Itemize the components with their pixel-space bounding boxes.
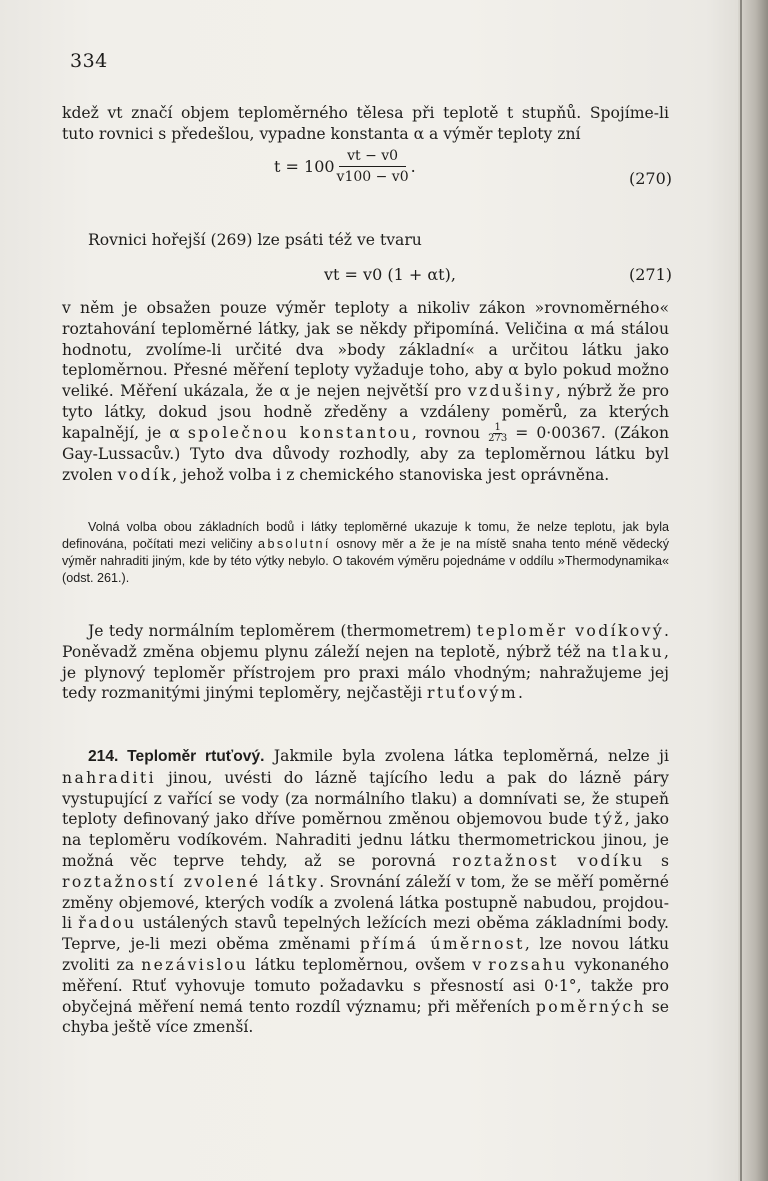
paragraph-text: Rovnici hořejší (269) lze psáti též ve tvaru (88, 231, 422, 249)
fraction-numerator: vt − v0 (339, 148, 406, 167)
formula-expression: vt = v0 (1 + αt), (324, 265, 456, 284)
book-spine-edge (740, 0, 742, 1181)
equation-number: (270) (628, 169, 672, 188)
emphasis-text: přímá úměrnost (359, 935, 525, 954)
fraction-denominator: 273 (488, 433, 508, 445)
text-run: látku teploměrnou, ovšem v (248, 955, 489, 974)
emphasis-text: vzdušiny (467, 382, 556, 401)
text-run: . Srovnání záleží v tom, že se měří poměrné změny objemové, kterých vodík a zvolená látka postupně nabudou, projdou-li (62, 872, 669, 933)
emphasis-text: rtuťovým (427, 684, 519, 703)
formula-tail: . (410, 157, 416, 176)
fraction-numerator: 1 (494, 422, 501, 434)
formula-270 (62, 148, 672, 208)
paragraph-text: kdež vt značí objem teploměrného tělesa při teplotě t stupňů. Spojíme-li tuto rovnici s předešlou, vypadne konstanta α a výměr teploty zní (62, 104, 669, 143)
text-run: vykonaného měření. Rtuť vyhovuje tomuto požadavku s přesností asi 0·1°, takže pro obyčejná měření nemá tento rozdíl významu; při měřeních (62, 955, 669, 1016)
text-run: , rovnou (411, 423, 489, 442)
text-run: = 0·00367. (Zákon Gay-Lussacův.) Tyto dva důvody rozhodly, aby za teploměrnou látku byl zvolen (62, 423, 669, 485)
text-run: , nýbrž že pro tyto látky, dokud jsou hodně zředěny a vzdáleny poměrů, za kterých kapalnějí, je α (62, 382, 669, 442)
text-run: . Poněvadž změna objemu plynu záleží nejen na teplotě, nýbrž též na (62, 622, 670, 661)
paragraph-hydrogen (62, 298, 669, 486)
text-run: jinou, uvésti do lázně tajícího ledu a pak do lázně páry vystupující z vařící se vody (za normálního tlaku) a domnívati se, že stupeň teploty definovaný jako dříve poměrnou změnou objemovou bude (62, 768, 669, 829)
emphasis-text: vodík (117, 466, 173, 485)
text-run: osnovy měr a že je na místě snaha tento méně vědecký výměr nahraditi jiným, kde by této výtky nebylo. O takovém výměru pojednáme v oddílu »Thermodynamika« (odst. 261.). (62, 537, 669, 585)
formula-lhs: t = 100 (274, 157, 335, 176)
paragraph-form (62, 230, 669, 251)
emphasis-text: tlaku (611, 642, 665, 661)
formula-271 (62, 263, 672, 289)
emphasis-text: teploměr vodíkový (476, 622, 665, 640)
section-214 (62, 746, 669, 1038)
text-run: , jako na teploměru vodíkovém. Nahraditi jednu látku thermometrickou jinou, je možná věc teprve tehdy, až se porovná (62, 810, 669, 870)
emphasis-text: společnou konstantou (187, 423, 412, 442)
paragraph-intro (62, 103, 669, 145)
text-run: Volná volba obou základních bodů i látky teploměrné ukazuje k tomu, že nelze teplotu, jak byla definována, počítati mezi veličiny (62, 520, 669, 551)
footnote-remark (62, 519, 669, 587)
inline-fraction (488, 423, 507, 444)
formula-body (274, 148, 416, 185)
emphasis-text: řadou (78, 914, 137, 933)
formula-fraction (337, 148, 409, 185)
text-run: . (518, 684, 524, 703)
emphasis-text: nezávislou (141, 955, 249, 974)
emphasis-text: roztažností zvolené látky (62, 872, 320, 891)
text-run: s (644, 851, 669, 870)
equation-number: (271) (628, 265, 672, 284)
emphasis-text: nahraditi (62, 768, 156, 787)
formula-body (324, 265, 456, 284)
section-heading: 214. Teploměr rtuťový. (88, 748, 265, 765)
book-spine-shadow (738, 0, 768, 1181)
text-run: v něm je obsažen pouze výměr teploty a nikoliv zákon »rovnoměrného« roztahování teploměrné látky, jak se někdy připomíná. Veličina α má stálou hodnotu, zvolíme-li určité dva »body základní« a určitou látku jako teploměrnou. Přesné měření teploty vyžaduje toho, aby α bylo pokud možno veliké. Měření ukázala, že α je nejen největší pro (62, 299, 669, 401)
text-run: se chyba ještě více zmenší. (62, 997, 669, 1037)
text-run: , jehož volba i z chemického stanoviska jest oprávněna. (172, 466, 610, 485)
emphasis-text: poměrných (535, 997, 646, 1016)
text-run: Jakmile byla zvolena látka teploměrná, nelze ji (264, 747, 669, 765)
page-number: 334 (70, 50, 108, 72)
paragraph-normal-thermometer (62, 621, 669, 704)
text-run: ustálených stavů tepelných ležících mezi oběma základními body. Teprve, je-li mezi oběma změnami (62, 914, 669, 954)
emphasis-text: týž (594, 810, 625, 829)
emphasis-text: roztažnost vodíku (452, 851, 645, 870)
text-run: , je plynový teploměr přístrojem pro praxi málo vhodným; nahražujeme jej tedy rozmanitými jinými teploměry, nejčastěji (62, 642, 669, 703)
emphasis-text: rozsahu (488, 955, 568, 974)
emphasis-text: absolutní (258, 537, 331, 551)
text-run: Je tedy normálním teploměrem (thermometrem) (88, 622, 477, 640)
text-run: , lze novou látku zvoliti za (62, 935, 669, 974)
fraction-denominator: v100 − v0 (336, 169, 409, 185)
